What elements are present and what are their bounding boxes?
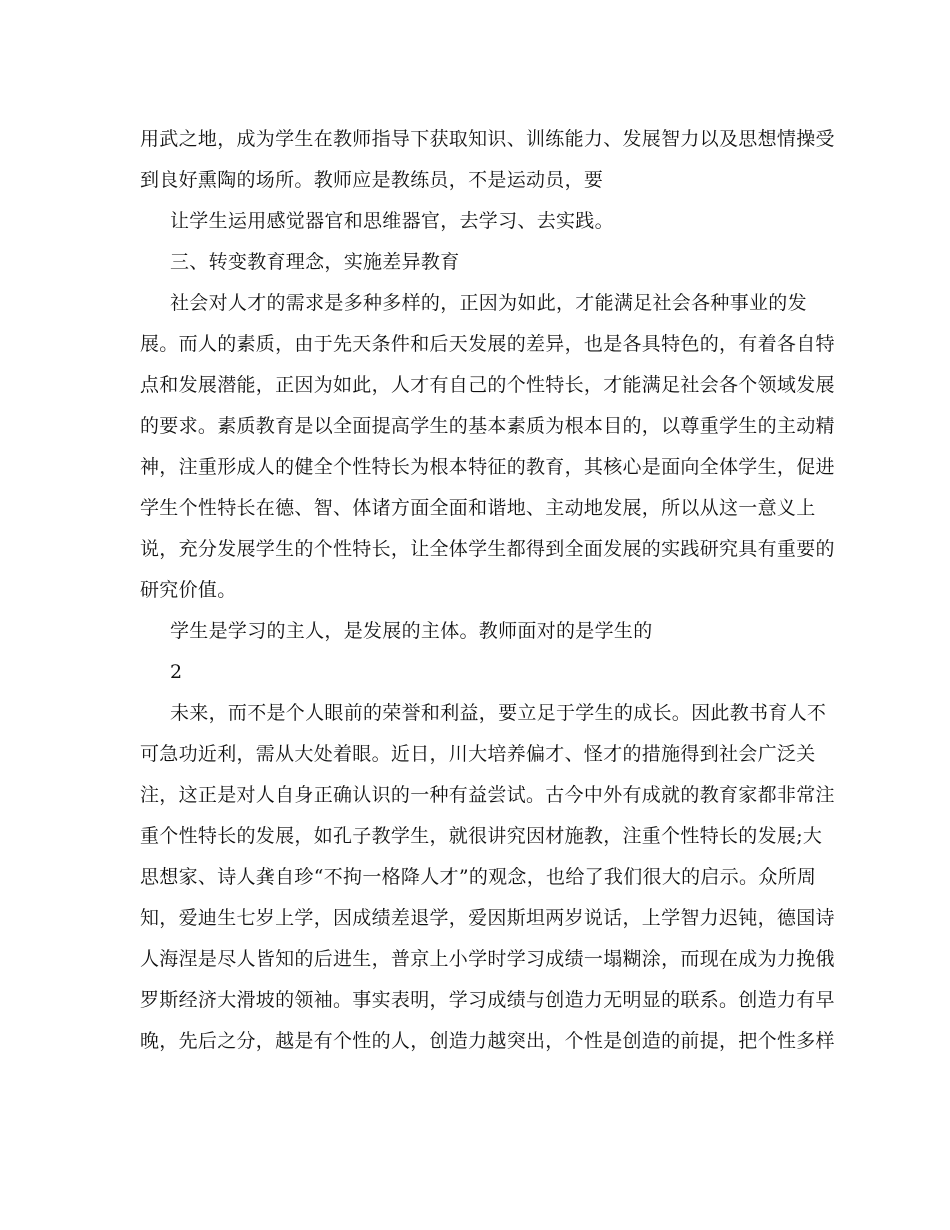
paragraph-line: 晚，先后之分，越是有个性的人，创造力越突出，个性是创造的前提，把个性多样 <box>140 1030 835 1052</box>
paragraph-line: 用武之地，成为学生在教师指导下获取知识、训练能力、发展智力以及思想情操受 <box>140 128 835 150</box>
paragraph-line: 研究价值。 <box>140 579 237 601</box>
paragraph-line: 思想家、诗人龚自珍“不拘一格降人才”的观念，也给了我们很大的启示。众所周 <box>140 866 817 888</box>
paragraph-line: 到良好熏陶的场所。教师应是教练员，不是运动员，要 <box>140 169 604 191</box>
paragraph-line: 展。而人的素质，由于先天条件和后天发展的差异，也是各具特色的，有着各自特 <box>140 333 835 355</box>
page-number: 2 <box>170 661 183 683</box>
paragraph-line: 知，爱迪生七岁上学，因成绩差退学，爱因斯坦两岁说话，上学智力迟钝，德国诗 <box>140 907 835 929</box>
paragraph-line: 点和发展潜能，正因为如此，人才有自己的个性特长，才能满足社会各个领域发展 <box>140 374 835 396</box>
paragraph-line: 罗斯经济大滑坡的领袖。事实表明，学习成绩与创造力无明显的联系。创造力有早 <box>140 989 835 1011</box>
paragraph-line: 重个性特长的发展，如孔子教学生，就很讲究因材施教，注重个性特长的发展;大 <box>140 825 823 847</box>
section-heading: 三、转变教育理念，实施差异教育 <box>170 251 460 273</box>
paragraph-line: 的要求。素质教育是以全面提高学生的基本素质为根本目的，以尊重学生的主动精 <box>140 415 835 437</box>
paragraph-line: 社会对人才的需求是多种多样的，正因为如此，才能满足社会各种事业的发 <box>170 292 807 314</box>
paragraph-line: 说，充分发展学生的个性特长，让全体学生都得到全面发展的实践研究具有重要的 <box>140 538 835 560</box>
paragraph-line: 可急功近利，需从大处着眼。近日，川大培养偏才、怪才的措施得到社会广泛关 <box>140 743 816 765</box>
paragraph-line: 神，注重形成人的健全个性特长为根本特征的教育，其核心是面向全体学生，促进 <box>140 456 835 478</box>
paragraph-line: 让学生运用感觉器官和思维器官，去学习、去实践。 <box>170 210 614 232</box>
paragraph-line: 人海涅是尽人皆知的后进生，普京上小学时学习成绩一塌糊涂，而现在成为力挽俄 <box>140 948 835 970</box>
paragraph-line: 注，这正是对人自身正确认识的一种有益尝试。古今中外有成就的教育家都非常注 <box>140 784 835 806</box>
paragraph-line: 学生是学习的主人，是发展的主体。教师面对的是学生的 <box>170 620 653 642</box>
paragraph-line: 学生个性特长在德、智、体诸方面全面和谐地、主动地发展，所以从这一意义上 <box>140 497 816 519</box>
paragraph-line: 未来，而不是个人眼前的荣誉和利益，要立足于学生的成长。因此教书育人不 <box>170 702 827 724</box>
